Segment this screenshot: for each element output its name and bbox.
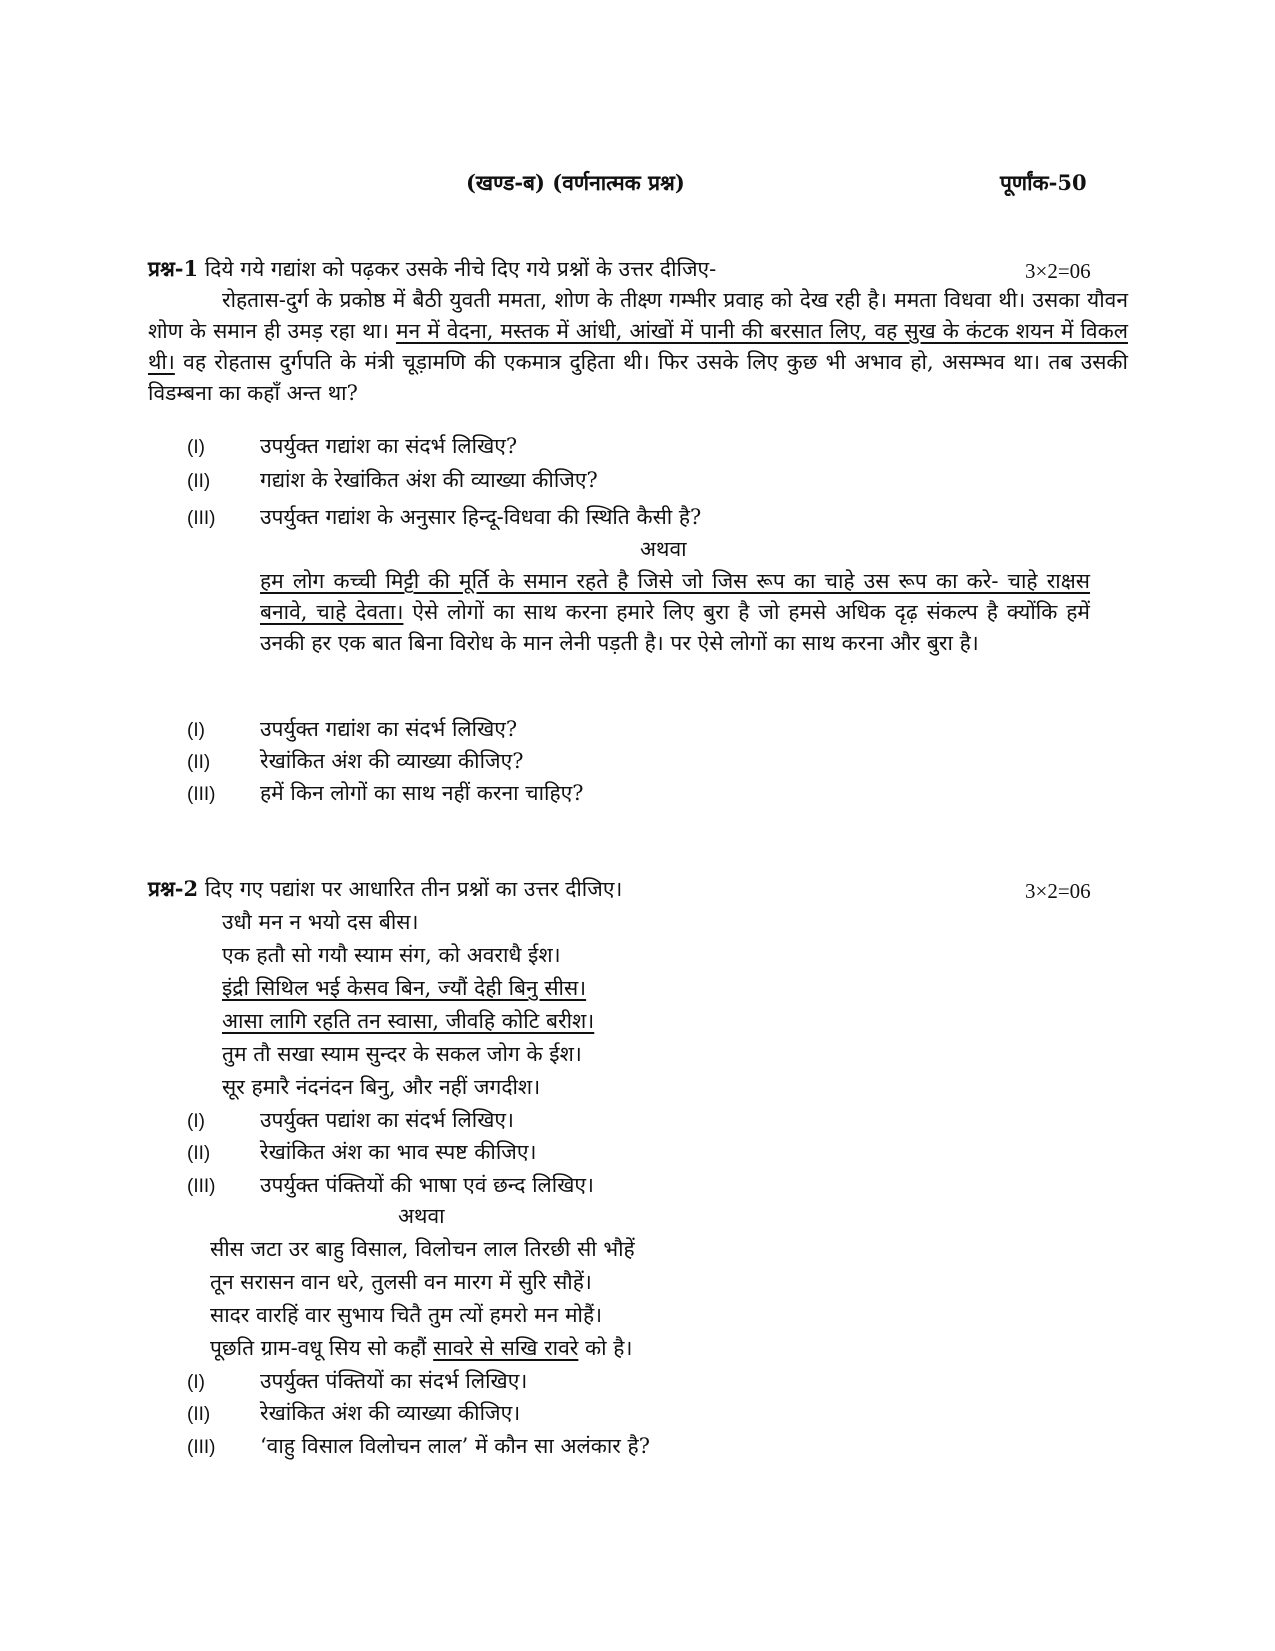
q1-alt-sub1-num: (I) <box>187 720 205 741</box>
q2-alt-sub2-text: रेखांकित अंश की व्याख्या कीजिए। <box>260 1401 521 1425</box>
q1-instruction: दिये गये गद्यांश को पढ़कर उसके नीचे दिए गये प्रश्नों के उत्तर दीजिए- <box>204 257 717 281</box>
q2-sub1-text: उपर्युक्त पद्यांश का संदर्भ लिखिए। <box>260 1108 514 1132</box>
q1-alt-sub2-text: रेखांकित अंश की व्याख्या कीजिए? <box>260 749 524 773</box>
section-title: (खण्ड-ब) (वर्णनात्मक प्रश्न) <box>466 170 685 195</box>
q1-alt-underlined: हम लोग कच्ची मिट्टी की मूर्ति के समान रहते है जिसे जो जिस रूप का चाहे उस रूप का करे- चाहे राक्षस बनावे, चाहे देवता। <box>260 569 1090 624</box>
q2-heading <box>148 875 622 903</box>
q1-heading <box>148 255 716 283</box>
q1-passage <box>148 285 1128 409</box>
q2-or: अथवा <box>398 1204 445 1228</box>
q1-label: प्रश्न-1 <box>148 256 199 281</box>
q1-passage-underlined: मन में वेदना, मस्तक में आंधी, आंखों में पानी की बरसात लिए, वह सुख के कंटक शयन में विकल थी। <box>148 319 1128 374</box>
q1-passage-part1: रोहतास-दुर्ग के प्रकोष्ठ में बैठी युवती ममता, शोण के तीक्ष्ण गम्भीर प्रवाह को देख रही है। ममता विधवा थी। उसका यौवन शोण के समान ही उमड़ रहा था। <box>148 288 1128 343</box>
q2-verse-line1: उधौ मन न भयो दस बीस। <box>222 910 419 934</box>
q1-sub3-num: (III) <box>187 508 216 529</box>
q1-alt-sub3-num: (III) <box>187 784 216 805</box>
q2-alt-verse-line3: सादर वारहिं वार सुभाय चितै तुम त्यों हमरो मन मोहैं। <box>210 1303 603 1327</box>
q2-verse-line5: तुम तौ सखा स्याम सुन्दर के सकल जोग के ईश। <box>222 1042 582 1066</box>
q2-verse-line3: इंद्री सिथिल भई केसव बिन, ज्यौं देही बिनु सीस। <box>222 976 587 1000</box>
q2-alt-verse-line1: सीस जटा उर बाहु विसाल, विलोचन लाल तिरछी सी भौहें <box>210 1237 635 1261</box>
q1-sub3-text: उपर्युक्त गद्यांश के अनुसार हिन्दू-विधवा की स्थिति कैसी है? <box>260 505 702 529</box>
q2-verse-line4: आसा लागि रहति तन स्वासा, जीवहि कोटि बरीश। <box>222 1009 595 1033</box>
q2-sub2-text: रेखांकित अंश का भाव स्पष्ट कीजिए। <box>260 1140 537 1164</box>
q2-alt-verse-line4-part2: को है। <box>578 1336 633 1360</box>
q1-alt-sub3-text: हमें किन लोगों का साथ नहीं करना चाहिए? <box>260 781 584 805</box>
q2-alt-sub1-text: उपर्युक्त पंक्तियों का संदर्भ लिखिए। <box>260 1369 528 1393</box>
q2-instruction: दिए गए पद्यांश पर आधारित तीन प्रश्नों का उत्तर दीजिए। <box>204 877 623 901</box>
q2-sub2-num: (II) <box>187 1143 211 1164</box>
q2-alt-sub1-num: (I) <box>187 1372 205 1393</box>
q1-alt-sub2-num: (II) <box>187 752 211 773</box>
q2-sub1-num: (I) <box>187 1111 205 1132</box>
q2-alt-verse-line4-part1: पूछति ग्राम-वधू सिय सो कहौं <box>210 1336 434 1360</box>
q2-alt-sub3-num: (III) <box>187 1437 216 1458</box>
q2-verse-line2: एक हतौ सो गयौ स्याम संग, को अवराधै ईश। <box>222 943 561 967</box>
q2-sub3-text: उपर्युक्त पंक्तियों की भाषा एवं छन्द लिखिए। <box>260 1173 594 1197</box>
q1-sub1-text: उपर्युक्त गद्यांश का संदर्भ लिखिए? <box>260 434 518 458</box>
q2-alt-verse-line4-underlined: सावरे से सखि रावरे <box>433 1336 579 1360</box>
q2-alt-sub2-num: (II) <box>187 1404 211 1425</box>
q2-verse-line6: सूर हमारै नंदनंदन बिनु, और नहीं जगदीश। <box>222 1075 541 1099</box>
q2-marks: 3×2=06 <box>1025 879 1091 903</box>
q1-sub1-num: (I) <box>187 437 205 458</box>
q2-alt-sub3-text: ‘वाहु विसाल विलोचन लाल’ में कौन सा अलंकार है? <box>260 1434 650 1458</box>
q2-label: प्रश्न-2 <box>148 876 199 901</box>
q1-sub2-num: (II) <box>187 471 211 492</box>
q1-alt-rest: ऐसे लोगों का साथ करना हमारे लिए बुरा है जो हमसे अधिक दृढ़ संकल्प है क्योंकि हमें उनकी हर एक बात बिना विरोध के मान लेनी पड़ती है। पर ऐसे लोगों का साथ करना और बुरा है। <box>260 600 1090 655</box>
q2-alt-verse-line2: तून सरासन वान धरे, तुलसी वन मारग में सुरि सौहें। <box>210 1270 592 1294</box>
full-marks: पूर्णांक-50 <box>1000 170 1087 195</box>
q1-or: अथवा <box>640 537 687 561</box>
q2-sub3-num: (III) <box>187 1176 216 1197</box>
q1-alt-sub1-text: उपर्युक्त गद्यांश का संदर्भ लिखिए? <box>260 717 518 741</box>
q1-alt-passage <box>260 566 1090 659</box>
q2-alt-verse-line4 <box>210 1334 632 1362</box>
q1-sub2-text: गद्यांश के रेखांकित अंश की व्याख्या कीजिए? <box>260 468 598 492</box>
q1-passage-part2: वह रोहतास दुर्गपति के मंत्री चूड़ामणि की एकमात्र दुहिता थी। फिर उसके लिए कुछ भी अभाव हो, असम्भव था। तब उसकी विडम्बना का कहाँ अन्त था? <box>148 350 1128 405</box>
q1-marks: 3×2=06 <box>1025 259 1091 283</box>
